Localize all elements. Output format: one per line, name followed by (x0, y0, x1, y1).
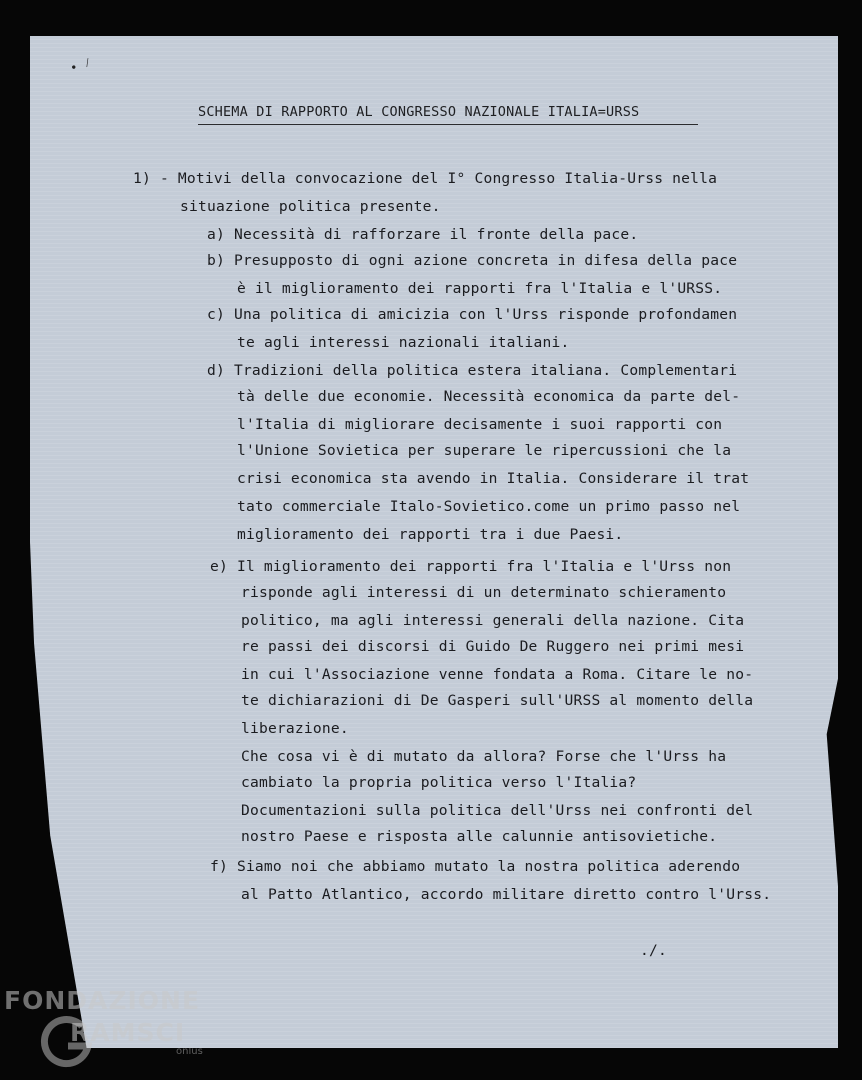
corner-mark: • ⁄ (68, 54, 94, 76)
text-line: l'Italia di migliorare decisamente i suoi rapporti con (237, 416, 723, 433)
text-line: tato commerciale Italo-Sovietico.come un primo passo nel (237, 498, 741, 515)
text-line: liberazione. (241, 720, 349, 737)
text-line: 1) - Motivi della convocazione del I° Congresso Italia-Urss nella (133, 170, 718, 187)
fondazione-gramsci-watermark (4, 986, 234, 1076)
text-line: Documentazioni sulla politica dell'Urss nei confronti del (241, 802, 754, 819)
text-line: crisi economica sta avendo in Italia. Considerare il trat (237, 470, 750, 487)
text-line: politico, ma agli interessi generali della nazione. Cita (241, 612, 745, 629)
text-line: Che cosa vi è di mutato da allora? Forse che l'Urss ha (241, 748, 727, 765)
text-line: miglioramento dei rapporti tra i due Paesi. (237, 526, 624, 543)
text-line: b) Presupposto di ogni azione concreta in difesa della pace (207, 252, 738, 269)
text-line: in cui l'Associazione venne fondata a Roma. Citare le no- (241, 666, 754, 683)
watermark-line1: FONDAZIONE (4, 986, 201, 1015)
text-line: cambiato la propria politica verso l'Italia? (241, 774, 637, 791)
text-line: f) Siamo noi che abbiamo mutato la nostra politica aderendo (210, 858, 741, 875)
text-line: a) Necessità di rafforzare il fronte della pace. (207, 226, 639, 243)
document-title: SCHEMA DI RAPPORTO AL CONGRESSO NAZIONALE ITALIA=URSS (198, 104, 698, 125)
text-line: te agli interessi nazionali italiani. (237, 334, 570, 351)
text-line: situazione politica presente. (180, 198, 441, 215)
text-line: e) Il miglioramento dei rapporti fra l'Italia e l'Urss non (210, 558, 732, 575)
text-line: te dichiarazioni di De Gasperi sull'URSS al momento della (241, 692, 754, 709)
text-line: re passi dei discorsi di Guido De Ruggero nei primi mesi (241, 638, 745, 655)
text-line: tà delle due economie. Necessità economica da parte del- (237, 388, 741, 405)
text-line: risponde agli interessi di un determinato schieramento (241, 584, 727, 601)
text-line: al Patto Atlantico, accordo militare diretto contro l'Urss. (241, 886, 772, 903)
watermark-line2: RAMSCI (70, 1018, 186, 1047)
text-line: c) Una politica di amicizia con l'Urss risponde profondamen (207, 306, 738, 323)
text-line: d) Tradizioni della politica estera italiana. Complementari (207, 362, 738, 379)
watermark-line3: onlus (176, 1046, 203, 1057)
continuation-mark: ./. (640, 942, 667, 959)
text-line: è il miglioramento dei rapporti fra l'Italia e l'URSS. (237, 280, 723, 297)
text-line: nostro Paese e risposta alle calunnie antisovietiche. (241, 828, 718, 845)
text-line: l'Unione Sovietica per superare le ripercussioni che la (237, 442, 732, 459)
